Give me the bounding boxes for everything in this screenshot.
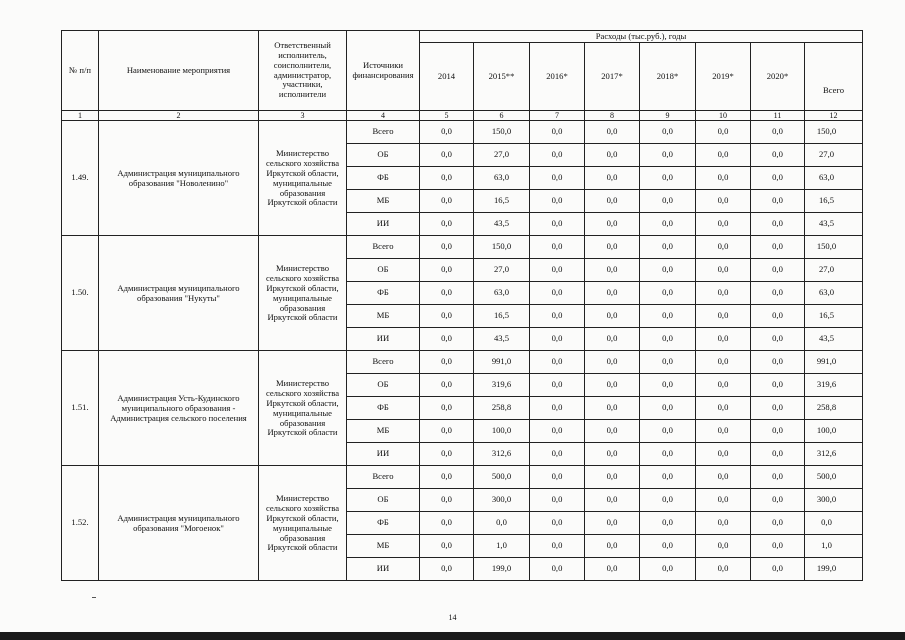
measure-executor: Министерство сельского хозяйства Иркутской области, муниципальные образования Иркутской области — [259, 466, 347, 581]
year-value: 0,0 — [420, 351, 474, 374]
funding-source: ФБ — [347, 167, 420, 190]
year-value: 0,0 — [530, 443, 585, 466]
year-value: 0,0 — [530, 213, 585, 236]
measure-number: 1.51. — [62, 351, 99, 466]
table-row — [62, 351, 863, 374]
header-year: 2017* — [585, 43, 640, 111]
column-number: 1 — [62, 111, 99, 121]
funding-source: ОБ — [347, 144, 420, 167]
year-value: 0,0 — [420, 236, 474, 259]
funding-source: Всего — [347, 351, 420, 374]
year-value: 0,0 — [751, 190, 805, 213]
measure-name: Администрация муниципального образования "Могоенок" — [99, 466, 259, 581]
year-value: 0,0 — [751, 397, 805, 420]
year-value: 27,0 — [474, 259, 530, 282]
year-value: 0,0 — [420, 535, 474, 558]
year-value: 0,0 — [530, 512, 585, 535]
column-number: 4 — [347, 111, 420, 121]
row-total: 0,0 — [805, 512, 863, 535]
header-sources: Источники финансирования — [347, 31, 420, 111]
row-total: 43,5 — [805, 328, 863, 351]
measure-name: Администрация муниципального образования "Новоленино" — [99, 121, 259, 236]
year-value: 0,0 — [585, 374, 640, 397]
year-value: 0,0 — [640, 558, 696, 581]
year-value: 0,0 — [585, 535, 640, 558]
year-value: 0,0 — [585, 489, 640, 512]
year-value: 0,0 — [585, 305, 640, 328]
year-value: 0,0 — [751, 144, 805, 167]
year-value: 0,0 — [640, 420, 696, 443]
year-value: 0,0 — [420, 121, 474, 144]
year-value: 0,0 — [420, 328, 474, 351]
year-value: 0,0 — [585, 259, 640, 282]
year-value: 0,0 — [640, 282, 696, 305]
funding-source: ФБ — [347, 282, 420, 305]
year-value: 0,0 — [530, 328, 585, 351]
year-value: 0,0 — [751, 512, 805, 535]
row-total: 319,6 — [805, 374, 863, 397]
year-value: 150,0 — [474, 236, 530, 259]
row-total: 150,0 — [805, 236, 863, 259]
year-value: 0,0 — [751, 236, 805, 259]
year-value: 0,0 — [696, 374, 751, 397]
year-value: 0,0 — [640, 121, 696, 144]
year-value: 0,0 — [751, 535, 805, 558]
measure-name: Администрация Усть-Кудинского муниципального образования - Администрация сельского поселения — [99, 351, 259, 466]
year-value: 0,0 — [530, 489, 585, 512]
funding-source: ИИ — [347, 558, 420, 581]
measure-number: 1.49. — [62, 121, 99, 236]
row-total: 16,5 — [805, 190, 863, 213]
year-value: 0,0 — [640, 144, 696, 167]
year-value: 0,0 — [530, 259, 585, 282]
row-total: 43,5 — [805, 213, 863, 236]
year-value: 0,0 — [420, 144, 474, 167]
year-value: 300,0 — [474, 489, 530, 512]
year-value: 0,0 — [420, 374, 474, 397]
year-value: 0,0 — [640, 259, 696, 282]
row-total: 27,0 — [805, 259, 863, 282]
funding-source: ИИ — [347, 443, 420, 466]
header-year: 2016* — [530, 43, 585, 111]
column-number: 12 — [805, 111, 863, 121]
column-number: 2 — [99, 111, 259, 121]
year-value: 0,0 — [420, 512, 474, 535]
funding-source: МБ — [347, 190, 420, 213]
page-number: 14 — [448, 613, 457, 622]
year-value: 0,0 — [420, 190, 474, 213]
header-year: 2015** — [474, 43, 530, 111]
year-value: 0,0 — [585, 328, 640, 351]
year-value: 100,0 — [474, 420, 530, 443]
year-value: 0,0 — [696, 558, 751, 581]
funding-source: МБ — [347, 305, 420, 328]
funding-source: ОБ — [347, 374, 420, 397]
year-value: 0,0 — [640, 236, 696, 259]
funding-source: ФБ — [347, 512, 420, 535]
year-value: 0,0 — [585, 397, 640, 420]
row-total: 63,0 — [805, 282, 863, 305]
year-value: 0,0 — [420, 466, 474, 489]
row-total: 27,0 — [805, 144, 863, 167]
year-value: 0,0 — [530, 121, 585, 144]
year-value: 0,0 — [420, 420, 474, 443]
year-value: 0,0 — [696, 351, 751, 374]
column-number: 9 — [640, 111, 696, 121]
year-value: 0,0 — [751, 466, 805, 489]
row-total: 16,5 — [805, 305, 863, 328]
year-value: 0,0 — [696, 535, 751, 558]
header-year: 2020* — [751, 43, 805, 111]
column-number: 3 — [259, 111, 347, 121]
year-value: 0,0 — [696, 397, 751, 420]
year-value: 0,0 — [751, 305, 805, 328]
funding-source: МБ — [347, 420, 420, 443]
year-value: 0,0 — [585, 466, 640, 489]
year-value: 0,0 — [585, 144, 640, 167]
year-value: 0,0 — [530, 236, 585, 259]
year-value: 63,0 — [474, 167, 530, 190]
table-row — [62, 466, 863, 489]
year-value: 0,0 — [420, 397, 474, 420]
year-value: 312,6 — [474, 443, 530, 466]
year-value: 0,0 — [751, 213, 805, 236]
year-value: 0,0 — [696, 167, 751, 190]
row-total: 199,0 — [805, 558, 863, 581]
year-value: 500,0 — [474, 466, 530, 489]
year-value: 0,0 — [585, 420, 640, 443]
year-value: 0,0 — [696, 190, 751, 213]
column-number: 7 — [530, 111, 585, 121]
year-value: 0,0 — [420, 558, 474, 581]
year-value: 0,0 — [696, 305, 751, 328]
year-value: 0,0 — [640, 328, 696, 351]
year-value: 0,0 — [751, 489, 805, 512]
year-value: 0,0 — [751, 167, 805, 190]
measure-executor: Министерство сельского хозяйства Иркутской области, муниципальные образования Иркутской области — [259, 351, 347, 466]
header-year: 2018* — [640, 43, 696, 111]
year-value: 0,0 — [530, 466, 585, 489]
year-value: 0,0 — [751, 351, 805, 374]
column-number: 10 — [696, 111, 751, 121]
year-value: 0,0 — [585, 351, 640, 374]
year-value: 0,0 — [530, 397, 585, 420]
year-value: 0,0 — [696, 328, 751, 351]
column-number: 8 — [585, 111, 640, 121]
year-value: 0,0 — [530, 144, 585, 167]
year-value: 0,0 — [696, 443, 751, 466]
year-value: 0,0 — [696, 144, 751, 167]
year-value: 0,0 — [751, 443, 805, 466]
year-value: 0,0 — [696, 489, 751, 512]
scan-edge — [0, 632, 905, 640]
year-value: 0,0 — [640, 466, 696, 489]
year-value: 0,0 — [696, 259, 751, 282]
year-value: 319,6 — [474, 374, 530, 397]
year-value: 0,0 — [640, 374, 696, 397]
year-value: 0,0 — [640, 489, 696, 512]
year-value: 16,5 — [474, 305, 530, 328]
header-name: Наименование мероприятия — [99, 31, 259, 111]
year-value: 0,0 — [530, 351, 585, 374]
header-year: 2014 — [420, 43, 474, 111]
year-value: 0,0 — [474, 512, 530, 535]
year-value: 0,0 — [420, 305, 474, 328]
row-total: 991,0 — [805, 351, 863, 374]
funding-source: ФБ — [347, 397, 420, 420]
year-value: 0,0 — [420, 259, 474, 282]
year-value: 0,0 — [530, 535, 585, 558]
year-value: 991,0 — [474, 351, 530, 374]
year-value: 0,0 — [530, 558, 585, 581]
row-total: 500,0 — [805, 466, 863, 489]
year-value: 0,0 — [751, 374, 805, 397]
year-value: 0,0 — [585, 558, 640, 581]
year-value: 0,0 — [640, 351, 696, 374]
funding-source: Всего — [347, 121, 420, 144]
year-value: 0,0 — [696, 282, 751, 305]
funding-source: ОБ — [347, 259, 420, 282]
year-value: 0,0 — [696, 213, 751, 236]
year-value: 0,0 — [585, 443, 640, 466]
year-value: 0,0 — [696, 420, 751, 443]
year-value: 0,0 — [696, 236, 751, 259]
year-value: 0,0 — [530, 374, 585, 397]
year-value: 0,0 — [585, 282, 640, 305]
measure-number: 1.50. — [62, 236, 99, 351]
year-value: 0,0 — [420, 443, 474, 466]
year-value: 0,0 — [640, 167, 696, 190]
year-value: 0,0 — [585, 190, 640, 213]
measure-executor: Министерство сельского хозяйства Иркутской области, муниципальные образования Иркутской области — [259, 121, 347, 236]
year-value: 0,0 — [640, 535, 696, 558]
header-num: № п/п — [62, 31, 99, 111]
funding-source: ИИ — [347, 328, 420, 351]
year-value: 0,0 — [420, 282, 474, 305]
column-number: 5 — [420, 111, 474, 121]
year-value: 16,5 — [474, 190, 530, 213]
year-value: 0,0 — [585, 121, 640, 144]
column-number: 11 — [751, 111, 805, 121]
measure-name: Администрация муниципального образования "Нукуты" — [99, 236, 259, 351]
year-value: 0,0 — [751, 420, 805, 443]
year-value: 0,0 — [696, 512, 751, 535]
year-value: 199,0 — [474, 558, 530, 581]
header-total: Всего — [805, 43, 863, 111]
year-value: 0,0 — [420, 167, 474, 190]
table-row — [62, 121, 863, 144]
funding-source: ОБ — [347, 489, 420, 512]
year-value: 0,0 — [640, 443, 696, 466]
header-year: 2019* — [696, 43, 751, 111]
funding-source: ИИ — [347, 213, 420, 236]
year-value: 43,5 — [474, 328, 530, 351]
scan-mark — [92, 597, 96, 598]
year-value: 0,0 — [640, 305, 696, 328]
year-value: 0,0 — [640, 213, 696, 236]
year-value: 43,5 — [474, 213, 530, 236]
year-value: 0,0 — [751, 328, 805, 351]
measure-executor: Министерство сельского хозяйства Иркутской области, муниципальные образования Иркутской области — [259, 236, 347, 351]
year-value: 0,0 — [585, 512, 640, 535]
year-value: 63,0 — [474, 282, 530, 305]
header-executor: Ответственный исполнитель, соисполнители, администратор, участники, исполнители — [259, 31, 347, 111]
table-row — [62, 236, 863, 259]
year-value: 150,0 — [474, 121, 530, 144]
year-value: 0,0 — [585, 167, 640, 190]
funding-source: Всего — [347, 236, 420, 259]
year-value: 0,0 — [696, 466, 751, 489]
year-value: 0,0 — [696, 121, 751, 144]
header-expenses: Расходы (тыс.руб.), годы — [420, 31, 863, 43]
measure-number: 1.52. — [62, 466, 99, 581]
year-value: 0,0 — [751, 121, 805, 144]
year-value: 0,0 — [530, 305, 585, 328]
year-value: 0,0 — [640, 512, 696, 535]
year-value: 0,0 — [530, 282, 585, 305]
year-value: 0,0 — [751, 282, 805, 305]
row-total: 1,0 — [805, 535, 863, 558]
year-value: 0,0 — [420, 213, 474, 236]
year-value: 0,0 — [530, 167, 585, 190]
row-total: 258,8 — [805, 397, 863, 420]
row-total: 300,0 — [805, 489, 863, 512]
column-number: 6 — [474, 111, 530, 121]
row-total: 100,0 — [805, 420, 863, 443]
funding-source: МБ — [347, 535, 420, 558]
year-value: 0,0 — [640, 190, 696, 213]
funding-source: Всего — [347, 466, 420, 489]
year-value: 0,0 — [530, 190, 585, 213]
row-total: 63,0 — [805, 167, 863, 190]
year-value: 0,0 — [751, 259, 805, 282]
expenses-table — [61, 30, 863, 581]
year-value: 0,0 — [420, 489, 474, 512]
year-value: 0,0 — [585, 236, 640, 259]
year-value: 0,0 — [640, 397, 696, 420]
year-value: 27,0 — [474, 144, 530, 167]
row-total: 312,6 — [805, 443, 863, 466]
year-value: 0,0 — [585, 213, 640, 236]
year-value: 1,0 — [474, 535, 530, 558]
row-total: 150,0 — [805, 121, 863, 144]
year-value: 0,0 — [751, 558, 805, 581]
year-value: 0,0 — [530, 420, 585, 443]
year-value: 258,8 — [474, 397, 530, 420]
